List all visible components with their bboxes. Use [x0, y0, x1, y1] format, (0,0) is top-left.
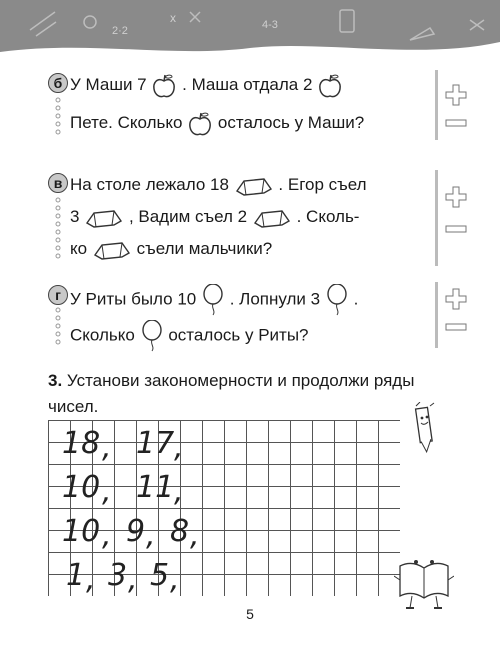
doodle-text: x	[170, 11, 176, 25]
header-banner	[0, 0, 500, 62]
candy-icon	[84, 207, 124, 229]
doodle-text: 2·2	[112, 25, 128, 37]
sequence-number: 11	[136, 470, 175, 505]
task-3-title	[48, 368, 448, 420]
plus-sign-icon[interactable]	[445, 186, 467, 208]
apple-icon	[151, 73, 177, 99]
balloon-icon	[201, 284, 225, 316]
sequence-number: 18	[62, 426, 101, 461]
problem-line	[70, 72, 343, 98]
minus-sign-icon[interactable]	[445, 118, 467, 128]
sequence-number: 10	[62, 470, 101, 505]
sequence-comma: ,	[86, 562, 96, 597]
sequence-number: 3	[108, 558, 128, 593]
minus-sign-icon[interactable]	[445, 224, 467, 234]
answer-grid	[48, 420, 400, 601]
problem-text: . Лопнули 3	[229, 289, 321, 309]
doodle-text: 4-3	[262, 19, 278, 31]
problem-text: У Риты было 10	[70, 289, 197, 309]
pencil-mascot-icon	[410, 402, 438, 454]
candy-icon	[252, 207, 292, 229]
sequence-number: 17	[136, 426, 175, 461]
divider-bar	[435, 170, 438, 266]
apple-icon	[317, 73, 343, 99]
problem-text: осталось у Маши?	[217, 113, 365, 132]
problem-line	[70, 110, 364, 136]
balloon-icon	[325, 284, 349, 316]
problem-text: осталось у Риты?	[168, 325, 309, 345]
task-number: 3.	[48, 371, 63, 390]
problem-text: , Вадим съел 2	[128, 207, 248, 226]
sequence-number: 8	[170, 514, 190, 549]
problem-text: съели мальчики?	[136, 239, 273, 258]
candy-icon	[234, 175, 274, 197]
sequence-comma: ,	[102, 474, 112, 509]
sequence-comma: ,	[174, 430, 184, 465]
page-number: 5	[246, 606, 254, 622]
problem-text: 3	[70, 207, 80, 226]
problem-badge: в	[48, 173, 68, 193]
sequence-number: 9	[126, 514, 146, 549]
divider-bar	[435, 282, 438, 348]
sequence-comma: ,	[190, 518, 200, 553]
problem-text: . Маша отдала 2	[182, 75, 313, 94]
divider-bar	[435, 70, 438, 140]
sequence-comma: ,	[174, 474, 184, 509]
minus-sign-icon[interactable]	[445, 322, 467, 332]
sequence-comma: ,	[170, 562, 180, 597]
spiral-binding	[55, 196, 61, 260]
sequence-comma: ,	[128, 562, 138, 597]
sequence-comma: ,	[102, 430, 112, 465]
candy-icon	[92, 239, 132, 261]
problem-text: Сколько	[70, 325, 135, 345]
problem-line	[70, 204, 359, 230]
problem-text: . Сколь-	[296, 207, 360, 226]
problem-text: Пете. Сколько	[70, 113, 183, 132]
grid-lines	[48, 420, 400, 596]
spiral-binding	[55, 96, 61, 136]
problem-text: ко	[70, 239, 88, 258]
problem-text: У Маши 7	[70, 75, 147, 94]
problem-text: На столе лежало 18	[70, 175, 229, 194]
book-mascot-icon	[394, 556, 454, 610]
problem-line	[70, 320, 309, 346]
problem-line	[70, 236, 272, 262]
problem-line	[70, 172, 367, 198]
problem-b	[48, 70, 440, 144]
sequence-comma: ,	[102, 518, 112, 553]
problem-text: . Егор съел	[278, 175, 367, 194]
task-text: Установи закономерности и продолжи ряды чисел.	[48, 371, 415, 416]
problem-v	[48, 170, 440, 266]
problem-g	[48, 282, 440, 352]
sequence-comma: ,	[146, 518, 156, 553]
sequence-number: 10	[62, 514, 101, 549]
problem-text: .	[353, 289, 359, 309]
problem-badge: б	[48, 73, 68, 93]
balloon-icon	[140, 320, 164, 352]
sequence-number: 5	[150, 558, 170, 593]
problem-line	[70, 284, 358, 310]
apple-icon	[187, 111, 213, 137]
plus-sign-icon[interactable]	[445, 288, 467, 310]
sequence-number: 1	[66, 558, 86, 593]
plus-sign-icon[interactable]	[445, 84, 467, 106]
problem-badge: г	[48, 285, 68, 305]
spiral-binding	[55, 306, 61, 346]
